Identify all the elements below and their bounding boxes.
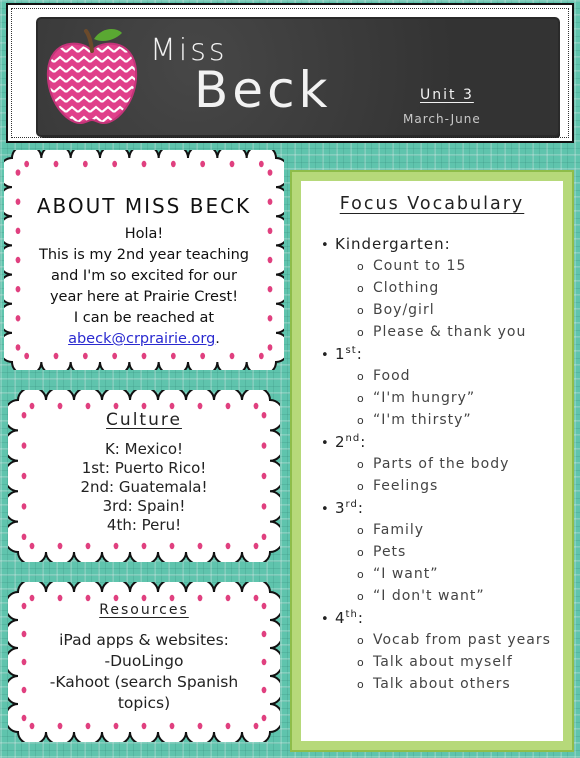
vocab-item-text: Vocab from past years (373, 632, 551, 648)
decorative-dot (142, 353, 147, 359)
about-greeting: Hola! (124, 226, 164, 242)
apple-icon (42, 25, 142, 129)
decorative-dot (30, 723, 35, 729)
grade-heading (321, 233, 559, 255)
grade-colon: : (357, 609, 364, 627)
culture-card (8, 390, 280, 562)
decorative-dot (86, 543, 91, 549)
unit-title: Unit 3 (420, 87, 474, 103)
vocab-item-text: Clothing (373, 280, 440, 296)
circle-bullet-icon: o (357, 480, 365, 493)
decorative-dot (142, 723, 147, 729)
vocab-item-text: “I want” (373, 566, 439, 582)
decorative-dot (198, 403, 203, 409)
culture-line: 4th: Peru! (106, 516, 182, 534)
grade-heading (321, 343, 559, 365)
vocab-item (321, 673, 559, 695)
vocab-item (321, 299, 559, 321)
circle-bullet-icon: o (357, 546, 365, 559)
grade-heading (321, 497, 559, 519)
decorative-dot (30, 403, 35, 409)
grade-ordinal: st (345, 345, 357, 356)
decorative-dot (83, 161, 88, 167)
decorative-dot (86, 595, 91, 601)
decorative-dot (171, 353, 176, 359)
about-line: and I'm so excited for our (51, 268, 237, 284)
vocab-item-text: Talk about others (373, 676, 511, 692)
circle-bullet-icon: o (357, 458, 365, 471)
culture-title: Culture (106, 410, 182, 430)
decorative-dot (226, 403, 231, 409)
decorative-dot (58, 595, 63, 601)
vocab-panel (290, 170, 574, 752)
chalkboard (38, 19, 558, 135)
vocab-item (321, 453, 559, 475)
decorative-dot (200, 353, 205, 359)
circle-bullet-icon: o (357, 326, 365, 339)
about-card (4, 150, 284, 370)
vocab-item-text: Boy/girl (373, 302, 435, 318)
vocab-item-text: “I'm thirsty” (373, 412, 472, 428)
vocab-item (321, 475, 559, 497)
grade-colon: : (357, 499, 364, 517)
decorative-dot (142, 161, 147, 167)
decorative-dot (259, 161, 264, 167)
bullet-icon: • (321, 502, 330, 517)
vocab-item-text: Talk about myself (373, 654, 513, 670)
email-link[interactable]: abeck@crprairie.org (68, 331, 216, 347)
decorative-dot (200, 161, 205, 167)
decorative-dot (24, 161, 29, 167)
decorative-dot (254, 543, 259, 549)
about-line: year here at Prairie Crest! (49, 289, 239, 305)
circle-bullet-icon: o (357, 590, 365, 603)
grade-label: 3 (335, 499, 346, 517)
vocab-item (321, 321, 559, 343)
about-title: ABOUT MISS BECK (36, 194, 252, 218)
decorative-dot (198, 543, 203, 549)
circle-bullet-icon: o (357, 370, 365, 383)
resources-card (8, 582, 280, 742)
decorative-dot (30, 543, 35, 549)
grade-label: 4 (335, 609, 346, 627)
decorative-dot (198, 595, 203, 601)
culture-line: 1st: Puerto Rico! (81, 459, 207, 477)
vocab-item-text: “I don't want” (373, 588, 485, 604)
resources-line: -DuoLingo (104, 652, 184, 670)
vocab-item (321, 519, 559, 541)
vocab-item (321, 387, 559, 409)
decorative-dot (58, 723, 63, 729)
decorative-dot (54, 161, 59, 167)
decorative-dot (226, 595, 231, 601)
circle-bullet-icon: o (357, 634, 365, 647)
bullet-icon: • (321, 436, 330, 451)
vocab-item-text: Please & thank you (373, 324, 527, 340)
decorative-dot (259, 353, 264, 359)
circle-bullet-icon: o (357, 678, 365, 691)
vocab-item-text: “I'm hungry” (373, 390, 476, 406)
decorative-dot (254, 403, 259, 409)
vocab-item (321, 585, 559, 607)
about-email-line (16, 329, 272, 350)
vocab-item-text: Feelings (373, 478, 439, 494)
vocab-item (321, 409, 559, 431)
about-line: I can be reached at (73, 310, 215, 326)
email-suffix: . (215, 331, 220, 347)
circle-bullet-icon: o (357, 524, 365, 537)
circle-bullet-icon: o (357, 656, 365, 669)
decorative-dot (254, 595, 259, 601)
vocab-item-text: Family (373, 522, 425, 538)
decorative-dot (262, 715, 267, 721)
grade-colon: : (360, 433, 367, 451)
header-banner (6, 3, 574, 143)
decorative-dot (112, 353, 117, 359)
bullet-icon: • (321, 612, 330, 627)
teacher-title: Miss (150, 33, 228, 68)
circle-bullet-icon: o (357, 414, 365, 427)
decorative-dot (112, 161, 117, 167)
decorative-dot (226, 723, 231, 729)
vocab-item-text: Parts of the body (373, 456, 510, 472)
circle-bullet-icon: o (357, 282, 365, 295)
resources-line: iPad apps & websites: (59, 631, 229, 649)
culture-line: 3rd: Spain! (102, 497, 186, 515)
culture-line: 2nd: Guatemala! (80, 478, 208, 496)
decorative-dot (30, 595, 35, 601)
grade-ordinal: th (345, 609, 358, 620)
decorative-dot (142, 595, 147, 601)
bullet-icon: • (321, 238, 330, 253)
decorative-dot (114, 403, 119, 409)
decorative-dot (142, 543, 147, 549)
decorative-dot (230, 161, 235, 167)
decorative-dot (83, 353, 88, 359)
decorative-dot (142, 403, 147, 409)
decorative-dot (86, 723, 91, 729)
decorative-dot (24, 353, 29, 359)
vocab-item (321, 365, 559, 387)
decorative-dot (16, 169, 21, 175)
decorative-dot (22, 715, 27, 721)
decorative-dot (171, 161, 176, 167)
culture-line: K: Mexico! (104, 440, 184, 458)
decorative-dot (268, 169, 273, 175)
decorative-dot (226, 543, 231, 549)
circle-bullet-icon: o (357, 304, 365, 317)
decorative-dot (170, 723, 175, 729)
vocab-item-text: Food (373, 368, 411, 384)
vocab-item (321, 563, 559, 585)
grade-colon: : (444, 235, 451, 253)
unit-dates: March-June (403, 112, 481, 126)
decorative-dot (230, 353, 235, 359)
vocab-item (321, 651, 559, 673)
about-line: This is my 2nd year teaching (38, 247, 249, 263)
vocab-item (321, 255, 559, 277)
vocab-panel-inner (301, 181, 563, 741)
circle-bullet-icon: o (357, 568, 365, 581)
decorative-dot (170, 595, 175, 601)
teacher-name: Beck (194, 61, 332, 119)
grade-ordinal: rd (345, 499, 358, 510)
grade-ordinal: nd (345, 433, 361, 444)
decorative-dot (58, 543, 63, 549)
grade-heading (321, 607, 559, 629)
grade-label: 2 (335, 433, 346, 451)
vocab-item (321, 541, 559, 563)
decorative-dot (114, 595, 119, 601)
vocab-list (321, 233, 559, 695)
about-body (4, 224, 284, 350)
vocab-item (321, 629, 559, 651)
decorative-dot (198, 723, 203, 729)
grade-heading (321, 431, 559, 453)
decorative-dot (170, 543, 175, 549)
vocab-item-text: Pets (373, 544, 407, 560)
resources-line: topics) (117, 694, 171, 712)
grade-label: Kindergarten (335, 235, 445, 253)
decorative-dot (114, 723, 119, 729)
vocab-title: Focus Vocabulary (339, 194, 525, 214)
decorative-dot (254, 723, 259, 729)
decorative-dot (114, 543, 119, 549)
circle-bullet-icon: o (357, 392, 365, 405)
grade-colon: : (356, 345, 363, 363)
decorative-dot (58, 403, 63, 409)
resources-title: Resources (99, 602, 189, 618)
grade-label: 1 (335, 345, 346, 363)
vocab-item-text: Count to 15 (373, 258, 467, 274)
bullet-icon: • (321, 348, 330, 363)
decorative-dot (170, 403, 175, 409)
decorative-dot (54, 353, 59, 359)
resources-line: -Kahoot (search Spanish (49, 673, 239, 691)
circle-bullet-icon: o (357, 260, 365, 273)
vocab-item (321, 277, 559, 299)
decorative-dot (86, 403, 91, 409)
